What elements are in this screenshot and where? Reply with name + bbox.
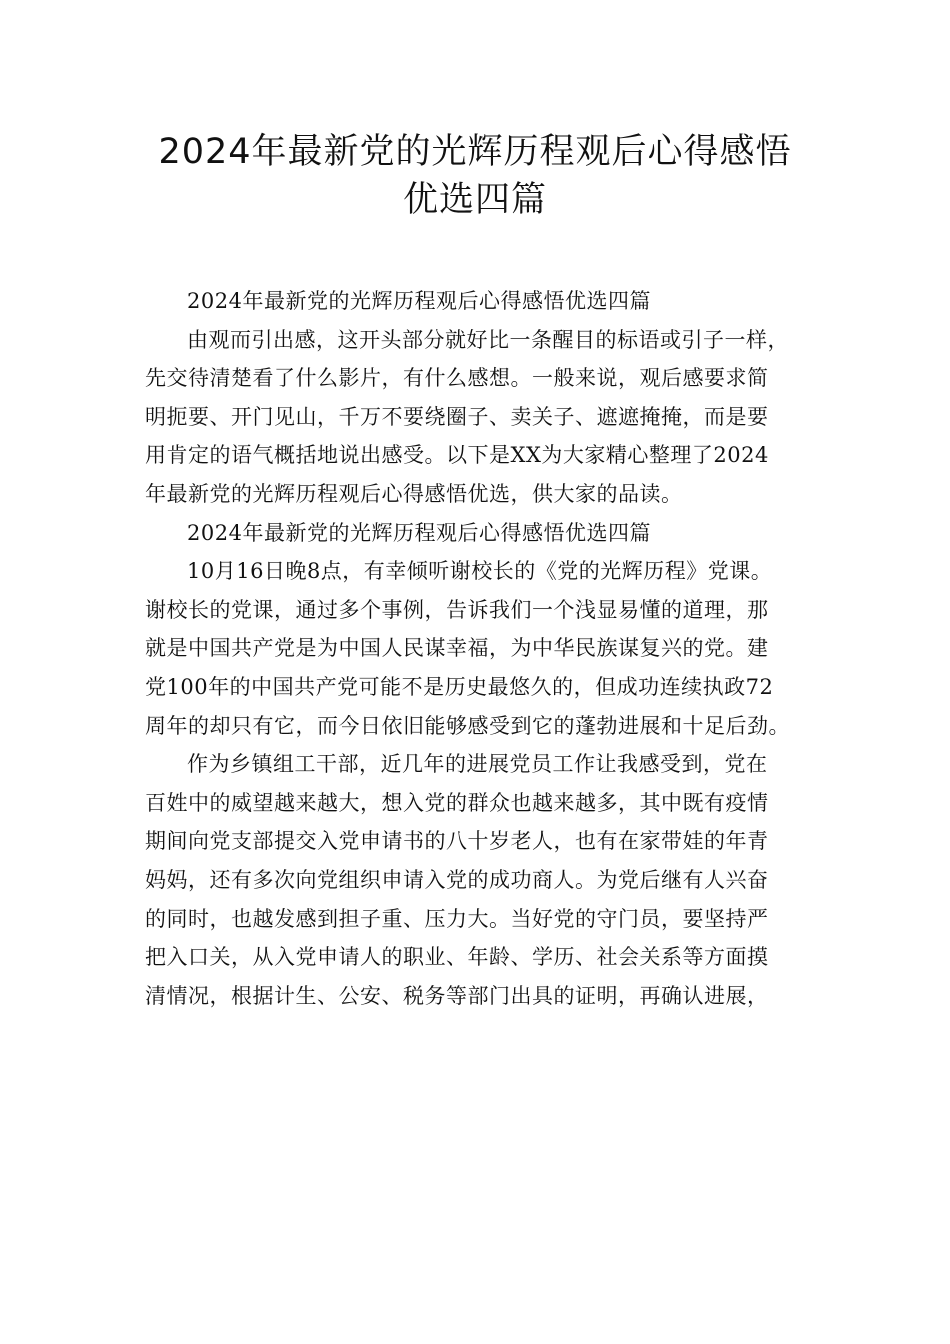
text-line: 清情况，根据计生、公安、税务等部门出具的证明，再确认进展， (145, 983, 769, 1008)
text-line: 2024年最新党的光辉历程观后心得感悟优选四篇 (187, 289, 651, 313)
text-line: 期间向党支部提交入党申请书的八十岁老人，也有在家带娃的年青 (145, 829, 769, 854)
text-line: 作为乡镇组工干部，近几年的进展党员工作让我感受到，党在 (187, 752, 768, 777)
text-line: 明扼要、开门见山，千万不要绕圈子、卖关子、遮遮掩掩，而是要 (145, 404, 769, 429)
text-line: 周年的却只有它，而今日依旧能够感受到它的蓬勃进展和十足后劲。 (145, 713, 790, 738)
title-line-2: 优选四篇 (402, 180, 547, 220)
text-line: 年最新党的光辉历程观后心得感悟优选，供大家的品读。 (145, 481, 683, 506)
text-line: 的同时，也越发感到担子重、压力大。当好党的守门员，要坚持严 (145, 906, 769, 931)
text-line: 10月16日晚8点，有幸倾听谢校长的《党的光辉历程》党课。 (187, 559, 773, 584)
text-line: 就是中国共产党是为中国人民谋幸福，为中华民族谋复兴的党。建 (145, 636, 769, 661)
text-line: 谢校长的党课，通过多个事例，告诉我们一个浅显易懂的道理，那 (145, 597, 769, 622)
text-line: 把入口关，从入党申请人的职业、年龄、学历、社会关系等方面摸 (145, 945, 769, 970)
text-line: 由观而引出感，这开头部分就好比一条醒目的标语或引子一样， (187, 327, 789, 352)
text-line: 党100年的中国共产党可能不是历史最悠久的，但成功连续执政72 (145, 674, 774, 699)
document-body (145, 282, 810, 1015)
title-line-1: 2024年最新党的光辉历程观后心得感悟 (158, 132, 792, 172)
text-line: 妈妈，还有多次向党组织申请入党的成功商人。为党后继有人兴奋 (145, 867, 769, 892)
page-title (0, 128, 950, 224)
text-line: 先交待清楚看了什么影片，有什么感想。一般来说，观后感要求简 (145, 366, 769, 391)
text-line: 2024年最新党的光辉历程观后心得感悟优选四篇 (187, 520, 651, 545)
text-line: 百姓中的威望越来越大，想入党的群众也越来越多，其中既有疫情 (145, 790, 769, 815)
text-line: 用肯定的语气概括地说出感受。以下是XX为大家精心整理了2024 (145, 443, 769, 468)
